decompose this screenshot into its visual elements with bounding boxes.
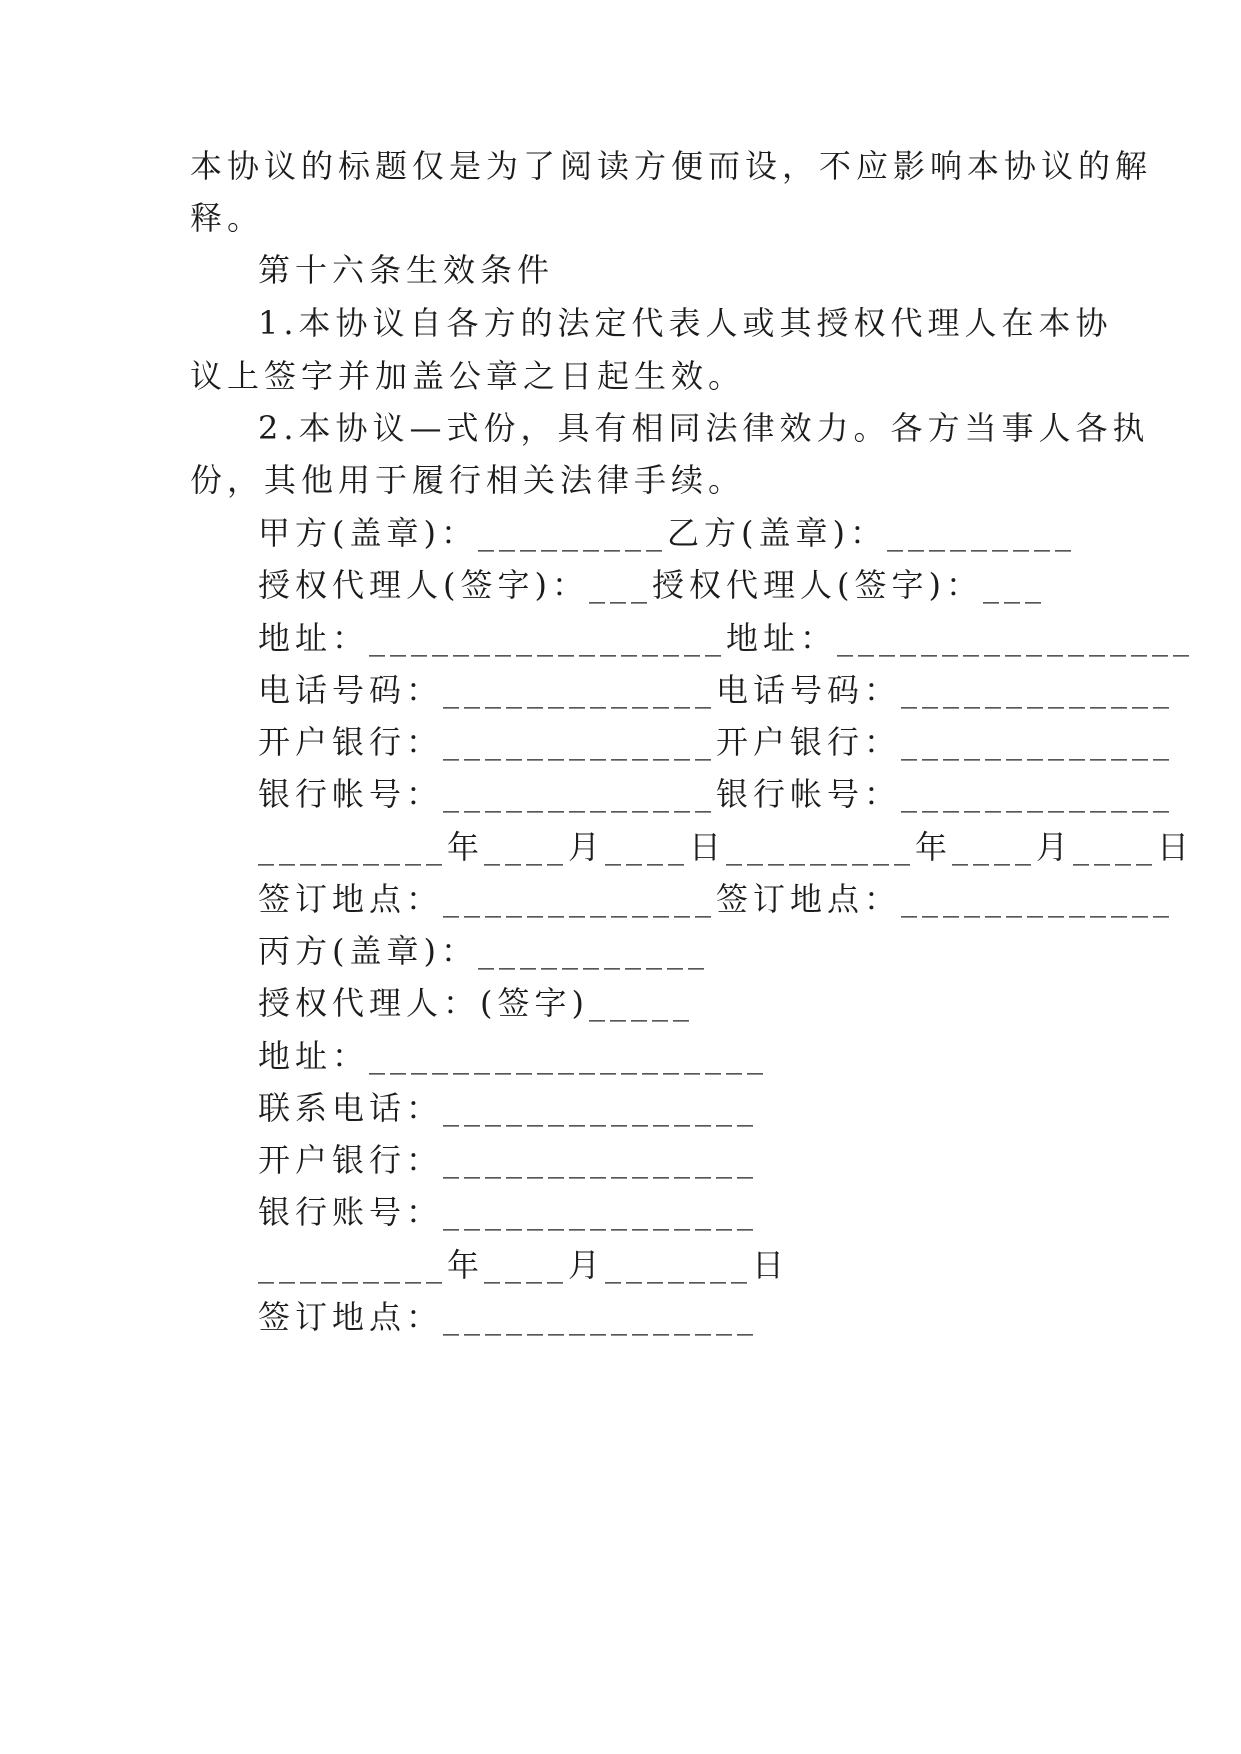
party-a-b-bank-line: 开户银行：_____________开户银行：_____________ (258, 723, 1175, 761)
effect-clause-2-line: 份，其他用于履行相关法律手续。 (190, 461, 746, 499)
party-c-agent-line: 授权代理人：(签字)_____ (258, 984, 694, 1022)
party-c-date-line: _________年____月_______日 (258, 1246, 790, 1284)
party-c-account-line: 银行账号：_______________ (258, 1193, 759, 1231)
effect-clause-1-line: 1.本协议自各方的法定代表人或其授权代理人在本协 (258, 304, 1113, 342)
party-a-b-phone-line: 电话号码：_____________电话号码：_____________ (258, 671, 1175, 709)
party-a-b-place-line: 签订地点：_____________签订地点：_____________ (258, 880, 1175, 918)
party-a-b-date-line: _________年____月____日_________年____月____日 (258, 828, 1195, 866)
party-c-place-line: 签订地点：_______________ (258, 1298, 759, 1336)
party-c-address-line: 地址：___________________ (258, 1037, 769, 1075)
party-a-b-seal-line: 甲方(盖章)：_________乙方(盖章)：_________ (258, 514, 1076, 552)
party-a-b-address-line: 地址：_________________地址：_________________ (258, 619, 1195, 657)
party-c-phone-line: 联系电话：_______________ (258, 1089, 759, 1127)
article-title: 第十六条生效条件 (258, 251, 555, 289)
clause-heading-paragraph-line: 释。 (190, 199, 265, 237)
party-a-b-agent-line: 授权代理人(签字)：___授权代理人(签字)：___ (258, 566, 1046, 604)
clause-heading-paragraph-line: 本协议的标题仅是为了阅读方便而设，不应影响本协议的解 (190, 147, 1153, 185)
party-a-b-account-line: 银行帐号：_____________银行帐号：_____________ (258, 775, 1175, 813)
effect-clause-1-line: 议上签字并加盖公章之日起生效。 (190, 357, 746, 395)
party-c-seal-line: 丙方(盖章)：___________ (258, 932, 709, 970)
party-c-bank-line: 开户银行：_______________ (258, 1141, 759, 1179)
effect-clause-2-line: 2.本协议—式份，具有相同法律效力。各方当事人各执 (258, 409, 1150, 447)
